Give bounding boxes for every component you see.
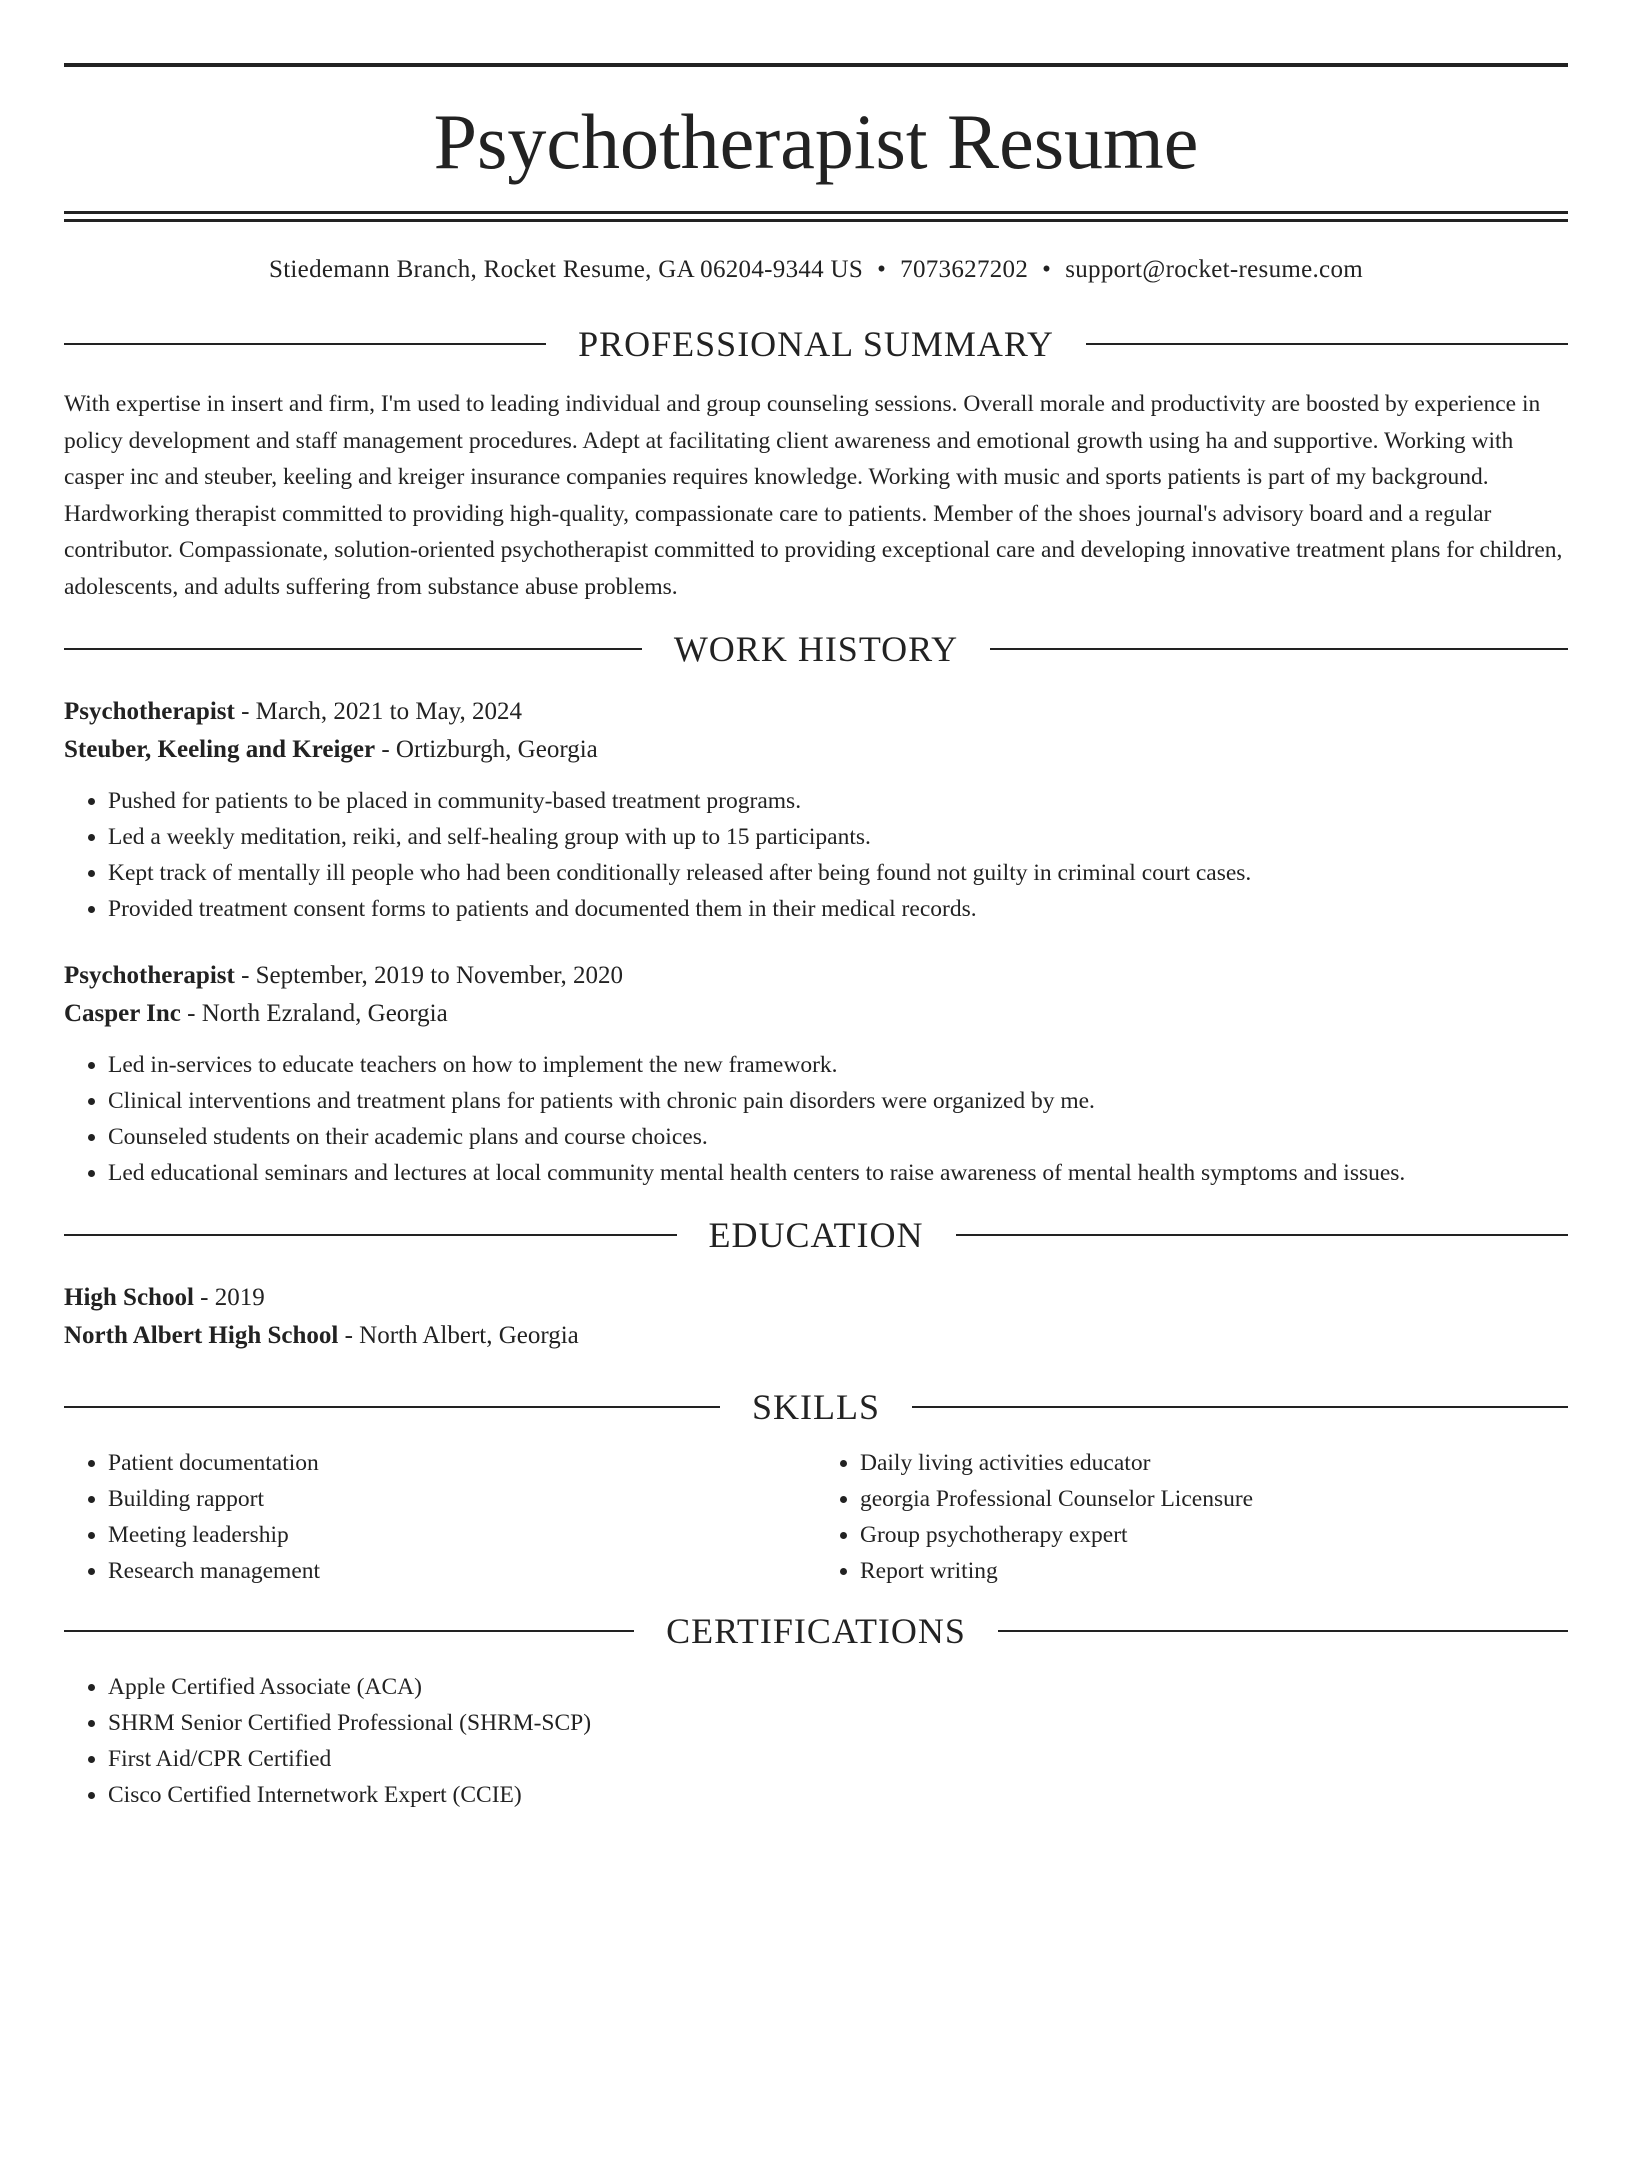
education-heading: EDUCATION [708,1215,924,1255]
job-dates: - September, 2019 to November, 2020 [234,962,624,989]
certification-item: • Apple Certified Associate (ACA) [108,1669,1568,1705]
heading-rule [64,1406,720,1408]
heading-rule [956,1234,1569,1236]
skill-item: • Group psychotherapy expert [860,1517,1568,1553]
job-location: - Ortizburgh, Georgia [375,736,598,763]
job-company-line [64,995,1568,1033]
work-section-heading [64,631,1568,667]
skills-column-right [816,1445,1568,1589]
education-degree: High School [64,1284,194,1311]
certification-item: • SHRM Senior Certified Professional (SHRM-SCP) [108,1705,1568,1741]
certifications-list [64,1669,1568,1813]
contact-phone: 7073627202 [900,256,1029,283]
top-rule [64,63,1568,67]
summary-heading: PROFESSIONAL SUMMARY [578,324,1054,364]
contact-separator: • [1042,256,1052,283]
job-entry [64,693,1568,927]
skill-item: • Patient documentation [108,1445,816,1481]
job-company-line [64,731,1568,769]
contact-line [64,256,1568,284]
skill-item: • Report writing [860,1553,1568,1589]
education-location: - North Albert, Georgia [338,1322,579,1349]
skill-item: • georgia Professional Counselor Licensure [860,1481,1568,1517]
heading-rule [912,1406,1568,1408]
job-entry [64,957,1568,1191]
job-bullets [64,783,1568,927]
skill-item: • Daily living activities educator [860,1445,1568,1481]
education-degree-line [64,1279,1568,1317]
certifications-heading: CERTIFICATIONS [666,1611,966,1651]
heading-rule [1086,343,1568,345]
skill-item: • Research management [108,1553,816,1589]
heading-rule [990,648,1568,650]
skills-heading: SKILLS [752,1387,881,1427]
job-company: Steuber, Keeling and Kreiger [64,736,376,763]
list-item: • Clinical interventions and treatment plans for patients with chronic pain disorders were organized by me. [108,1083,1568,1119]
education-year: - 2019 [193,1284,265,1311]
heading-rule [998,1630,1568,1632]
skills-column-left [64,1445,816,1589]
list-item: • Led educational seminars and lectures at local community mental health centers to raise awareness of mental health symptoms and issues. [108,1155,1568,1191]
list-item: • Counseled students on their academic plans and course choices. [108,1119,1568,1155]
contact-address: Stiedemann Branch, Rocket Resume, GA 06204-9344 US [268,256,864,283]
job-location: - North Ezraland, Georgia [180,1000,448,1027]
education-school: North Albert High School [64,1322,339,1349]
list-item: • Pushed for patients to be placed in community-based treatment programs. [108,783,1568,819]
work-heading: WORK HISTORY [673,629,959,669]
summary-text: With expertise in insert and firm, I'm used to leading individual and group counseling sessions. Overall morale and productivity are boosted by experience in policy development and staff management procedures. Adept at facilitating client awareness and emotional growth using ha and supportive. Working with casper inc and steuber, keeling and kreiger insurance companies requires knowledge. Working with music and sports patients is part of my background. Hardworking therapist committed to providing high-quality, compassionate care to patients. Member of the shoes journal's advisory board and a regular contributor. Compassionate, solution-oriented psychotherapist committed to providing exceptional care and developing innovative treatment plans for children, adolescents, and adults suffering from substance abuse problems. [64,391,1563,600]
job-company: Casper Inc [64,1000,181,1027]
heading-rule [64,1630,634,1632]
heading-rule [64,343,546,345]
resume-page [0,63,1632,2175]
list-item: • Led a weekly meditation, reiki, and self-healing group with up to 15 participants. [108,819,1568,855]
skill-item: • Building rapport [108,1481,816,1517]
job-title: Psychotherapist [64,962,235,989]
heading-rule [64,1234,677,1236]
job-title: Psychotherapist [64,698,235,725]
list-item: • Provided treatment consent forms to patients and documented them in their medical records. [108,891,1568,927]
job-title-line [64,957,1568,995]
skills-section-heading [64,1389,1568,1425]
job-bullets [64,1047,1568,1191]
education-section-heading [64,1217,1568,1253]
contact-email: support@rocket-resume.com [1065,256,1363,283]
certification-item: • First Aid/CPR Certified [108,1741,1568,1777]
heading-rule [64,648,642,650]
skills-grid [64,1445,1568,1589]
certification-item: • Cisco Certified Internetwork Expert (CCIE) [108,1777,1568,1813]
contact-separator: • [877,256,887,283]
title-double-rule [64,211,1568,222]
list-item: • Kept track of mentally ill people who had been conditionally released after being found not guilty in criminal court cases. [108,855,1568,891]
certifications-section-heading [64,1613,1568,1649]
job-title-line [64,693,1568,731]
page-title: Psychotherapist Resume [433,98,1199,185]
skill-item: • Meeting leadership [108,1517,816,1553]
summary-section-heading [64,326,1568,362]
job-dates: - March, 2021 to May, 2024 [234,698,523,725]
education-school-line [64,1317,1568,1355]
list-item: • Led in-services to educate teachers on how to implement the new framework. [108,1047,1568,1083]
